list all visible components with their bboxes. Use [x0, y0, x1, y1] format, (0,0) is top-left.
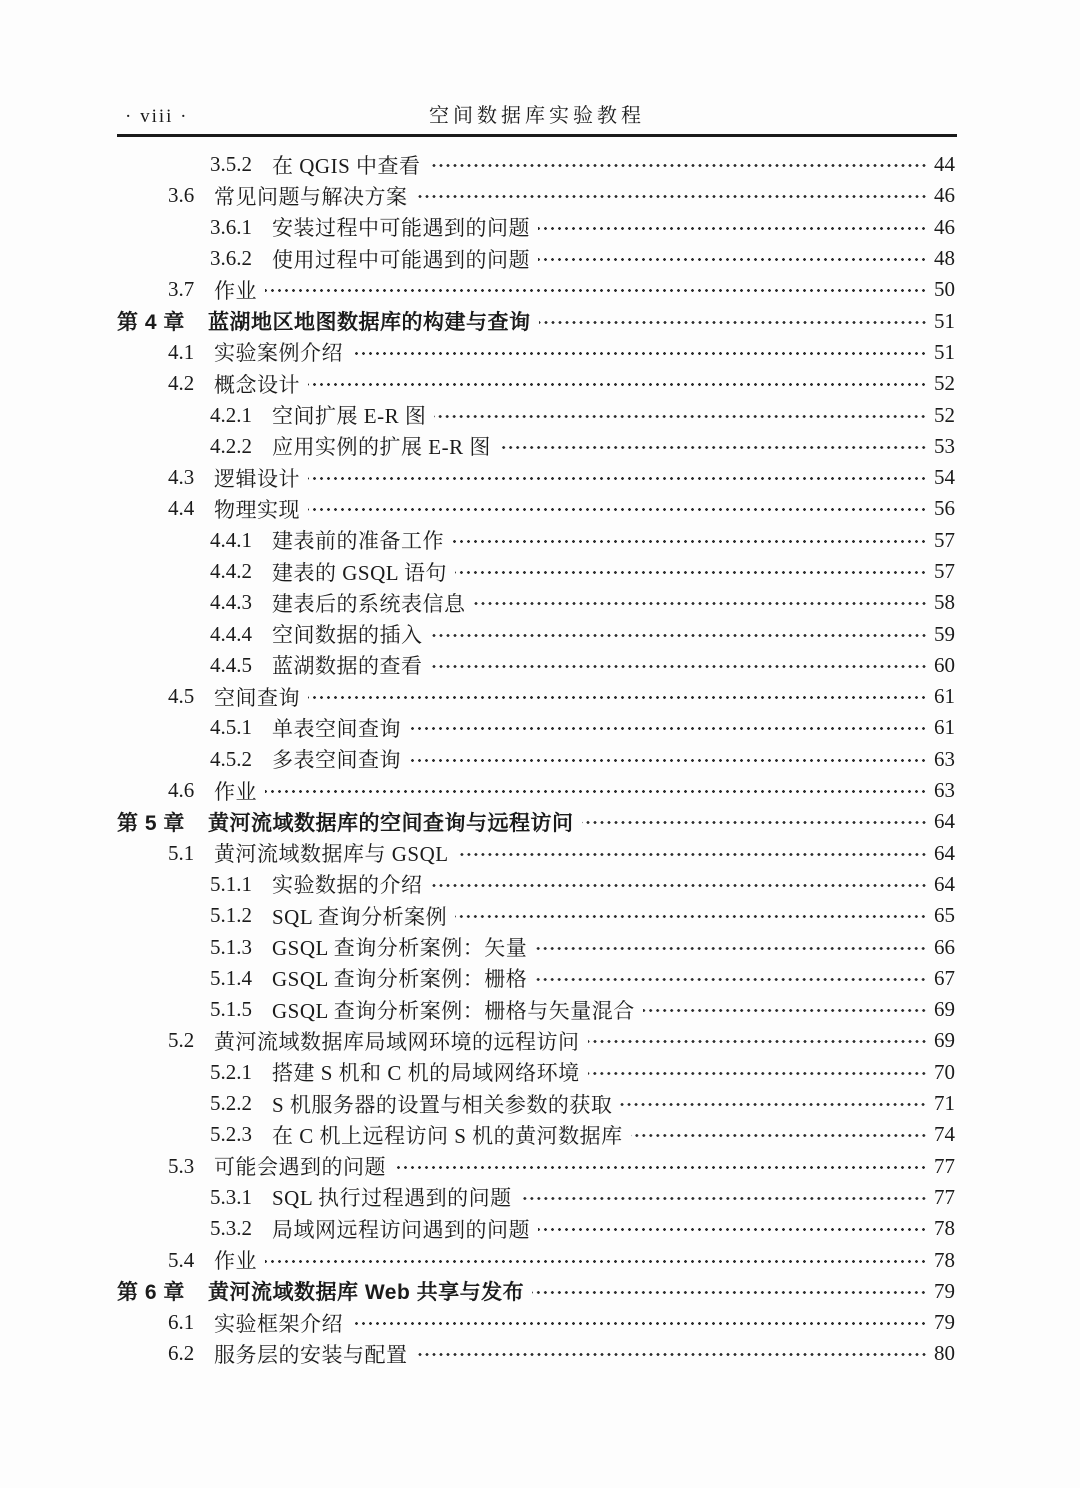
- dot-leader: [431, 656, 928, 677]
- toc-entry-subsection: [117, 744, 955, 775]
- toc-entry-section: [117, 1025, 955, 1056]
- toc-entry-title: 蓝湖地区地图数据库的构建与查询: [208, 311, 531, 335]
- toc-entry-page-number: 79: [934, 1310, 955, 1335]
- toc-entry-number: 3.6.2: [210, 246, 252, 271]
- toc-entry-number: 3.6.1: [210, 214, 252, 239]
- toc-entry-number: 4.2.1: [210, 402, 252, 427]
- toc-entry-page-number: 57: [934, 527, 955, 552]
- toc-entry-number: 第 5 章: [117, 811, 185, 835]
- toc-entry-section: [117, 775, 955, 806]
- toc-entry-page-number: 78: [934, 1216, 955, 1241]
- toc-entry-page-number: 69: [934, 997, 955, 1022]
- toc-entry-number: 5.3.2: [210, 1216, 252, 1241]
- toc-entry-title: 逻辑设计: [214, 466, 300, 491]
- toc-entry-title: 作业: [214, 278, 257, 303]
- toc-entry-page-number: 69: [934, 1028, 955, 1053]
- toc-entry-page-number: 52: [934, 402, 955, 427]
- toc-entry-page-number: 70: [934, 1059, 955, 1084]
- toc-entry-title: 搭建 S 机和 C 机的局域网络环境: [272, 1061, 580, 1086]
- toc-entry-title: 安装过程中可能遇到的问题: [272, 216, 530, 241]
- running-title: 空间数据库实验教程: [429, 105, 645, 127]
- toc-entry-title: 建表前的准备工作: [272, 529, 444, 554]
- dot-leader: [532, 1282, 927, 1303]
- dot-leader: [620, 1094, 927, 1115]
- toc-entry-title: 在 C 机上远程访问 S 机的黄河数据库: [272, 1123, 623, 1148]
- toc-entry-number: 第 6 章: [117, 1281, 185, 1305]
- toc-entry-chapter: [117, 305, 955, 336]
- toc-entry-subsection: [117, 963, 955, 994]
- toc-entry-section: [117, 274, 955, 305]
- dot-leader: [308, 374, 927, 395]
- toc-entry-page-number: 71: [934, 1091, 955, 1116]
- dot-leader: [416, 186, 928, 207]
- dot-leader: [409, 718, 927, 739]
- toc-entry-section: [117, 368, 955, 399]
- toc-entry-number: 4.2.2: [210, 433, 252, 458]
- toc-entry-number: 5.3: [168, 1153, 195, 1178]
- toc-entry-page-number: 61: [934, 684, 955, 709]
- toc-entry-page-number: 59: [934, 621, 955, 646]
- toc-entry-number: 5.2.1: [210, 1059, 252, 1084]
- toc-entry-section: [117, 337, 955, 368]
- dot-leader: [455, 562, 927, 583]
- dot-leader: [429, 155, 927, 176]
- toc-entry-title: 黄河流域数据库 Web 共享与发布: [208, 1281, 525, 1305]
- dot-leader: [535, 938, 927, 959]
- dot-leader: [582, 812, 928, 833]
- toc-entry-number: 4.5: [168, 684, 195, 709]
- toc-list: [117, 149, 955, 1370]
- toc-entry-number: 5.1: [168, 840, 195, 865]
- toc-entry-subsection: [117, 1057, 955, 1088]
- dot-leader: [351, 343, 927, 364]
- toc-entry-number: 5.1.3: [210, 934, 252, 959]
- toc-entry-title: 局域网远程访问遇到的问题: [272, 1217, 530, 1242]
- toc-entry-title: 空间数据的插入: [272, 623, 423, 648]
- dot-leader: [431, 875, 928, 896]
- toc-entry-subsection: [117, 869, 955, 900]
- toc-entry-number: 4.4.5: [210, 652, 252, 677]
- toc-entry-subsection: [117, 618, 955, 649]
- toc-entry-page-number: 51: [934, 308, 955, 333]
- toc-entry-page-number: 80: [934, 1341, 955, 1366]
- toc-entry-subsection: [117, 149, 955, 180]
- toc-entry-page-number: 46: [934, 214, 955, 239]
- toc-entry-section: [117, 838, 955, 869]
- toc-entry-subsection: [117, 1119, 955, 1150]
- toc-entry-page-number: 66: [934, 934, 955, 959]
- toc-entry-page-number: 63: [934, 746, 955, 771]
- toc-entry-number: 6.1: [168, 1310, 195, 1335]
- dot-leader: [434, 406, 927, 427]
- toc-entry-number: 5.1.1: [210, 871, 252, 896]
- dot-leader: [520, 1188, 927, 1209]
- toc-entry-page-number: 60: [934, 652, 955, 677]
- toc-entry-title: 建表的 GSQL 语句: [272, 560, 448, 585]
- toc-entry-page-number: 56: [934, 496, 955, 521]
- toc-entry-number: 5.1.5: [210, 997, 252, 1022]
- toc-entry-subsection: [117, 587, 955, 618]
- toc-entry-page-number: 53: [934, 433, 955, 458]
- toc-entry-page-number: 63: [934, 778, 955, 803]
- toc-entry-title: 作业: [214, 779, 257, 804]
- toc-entry-number: 4.1: [168, 339, 195, 364]
- toc-entry-title: 蓝湖数据的查看: [272, 654, 423, 679]
- dot-leader: [474, 593, 928, 614]
- page-folio: · viii ·: [125, 106, 189, 127]
- toc-entry-subsection: [117, 212, 955, 243]
- toc-entry-number: 3.7: [168, 277, 195, 302]
- toc-entry-page-number: 77: [934, 1153, 955, 1178]
- toc-entry-title: 可能会遇到的问题: [214, 1155, 386, 1180]
- toc-entry-page-number: 54: [934, 465, 955, 490]
- toc-entry-subsection: [117, 243, 955, 274]
- toc-entry-number: 5.4: [168, 1247, 195, 1272]
- dot-leader: [588, 1063, 927, 1084]
- toc-entry-title: 服务层的安装与配置: [214, 1342, 408, 1367]
- toc-entry-number: 5.3.1: [210, 1184, 252, 1209]
- toc-entry-title: GSQL 查询分析案例：矢量: [272, 936, 528, 961]
- toc-entry-chapter: [117, 1276, 955, 1307]
- toc-entry-title: 黄河流域数据库与 GSQL: [214, 842, 449, 867]
- toc-entry-section: [117, 1338, 955, 1369]
- toc-entry-title: 应用实例的扩展 E-R 图: [272, 435, 491, 460]
- toc-entry-page-number: 64: [934, 809, 955, 834]
- toc-entry-subsection: [117, 900, 955, 931]
- toc-entry-page-number: 51: [934, 339, 955, 364]
- toc-entry-title: 单表空间查询: [272, 716, 401, 741]
- dot-leader: [308, 499, 927, 520]
- toc-entry-page-number: 64: [934, 840, 955, 865]
- toc-entry-title: 在 QGIS 中查看: [272, 153, 421, 178]
- toc-entry-title: GSQL 查询分析案例：栅格: [272, 967, 528, 992]
- toc-entry-section: [117, 462, 955, 493]
- dot-leader: [308, 468, 927, 489]
- toc-entry-page-number: 64: [934, 871, 955, 896]
- toc-entry-section: [117, 1307, 955, 1338]
- toc-entry-page-number: 74: [934, 1122, 955, 1147]
- toc-entry-number: 4.4: [168, 496, 195, 521]
- toc-entry-section: [117, 1151, 955, 1182]
- toc-entry-title: 黄河流域数据库局域网环境的远程访问: [214, 1029, 580, 1054]
- toc-entry-title: 概念设计: [214, 372, 300, 397]
- toc-entry-subsection: [117, 1088, 955, 1119]
- toc-entry-page-number: 58: [934, 590, 955, 615]
- toc-entry-title: 常见问题与解决方案: [214, 184, 408, 209]
- dot-leader: [539, 312, 928, 333]
- dot-leader: [265, 781, 927, 802]
- toc-entry-number: 4.5.2: [210, 746, 252, 771]
- dot-leader: [394, 1157, 927, 1178]
- dot-leader: [351, 1313, 927, 1334]
- toc-entry-number: 4.6: [168, 778, 195, 803]
- toc-entry-subsection: [117, 399, 955, 430]
- toc-entry-title: S 机服务器的设置与相关参数的获取: [272, 1092, 613, 1117]
- toc-entry-page-number: 65: [934, 903, 955, 928]
- toc-entry-title: 建表后的系统表信息: [272, 591, 466, 616]
- toc-entry-subsection: [117, 712, 955, 743]
- toc-entry-number: 5.1.2: [210, 903, 252, 928]
- dot-leader: [643, 1000, 927, 1021]
- toc-entry-number: 3.5.2: [210, 152, 252, 177]
- toc-entry-number: 6.2: [168, 1341, 195, 1366]
- toc-entry-number: 3.6: [168, 183, 195, 208]
- toc-entry-title: 黄河流域数据库的空间查询与远程访问: [208, 811, 574, 835]
- toc-entry-number: 5.2.2: [210, 1091, 252, 1116]
- toc-entry-number: 4.4.2: [210, 559, 252, 583]
- dot-leader: [452, 531, 927, 552]
- dot-leader: [308, 687, 927, 708]
- toc-entry-page-number: 46: [934, 183, 955, 208]
- dot-leader: [535, 969, 927, 990]
- toc-entry-number: 4.4.4: [210, 621, 252, 646]
- toc-entry-subsection: [117, 1182, 955, 1213]
- dot-leader: [538, 249, 927, 270]
- toc-entry-page-number: 61: [934, 715, 955, 740]
- toc-entry-subsection: [117, 650, 955, 681]
- toc-entry-number: 5.2.3: [210, 1122, 252, 1147]
- toc-entry-subsection: [117, 1213, 955, 1244]
- toc-entry-page-number: 52: [934, 371, 955, 396]
- toc-entry-subsection: [117, 994, 955, 1025]
- toc-entry-title: 实验数据的介绍: [272, 873, 423, 898]
- dot-leader: [631, 1125, 927, 1146]
- toc-entry-title: 使用过程中可能遇到的问题: [272, 247, 530, 272]
- toc-entry-number: 4.3: [168, 465, 195, 490]
- toc-entry-chapter: [117, 806, 955, 837]
- toc-entry-title: 实验案例介绍: [214, 341, 343, 366]
- dot-leader: [538, 218, 927, 239]
- toc-entry-title: SQL 查询分析案例: [272, 904, 448, 929]
- toc-entry-page-number: 44: [934, 152, 955, 177]
- dot-leader: [409, 750, 927, 771]
- toc-entry-title: 空间扩展 E-R 图: [272, 404, 427, 429]
- toc-entry-section: [117, 681, 955, 712]
- toc-entry-number: 第 4 章: [117, 311, 185, 335]
- toc-entry-number: 5.2: [168, 1028, 195, 1053]
- toc-entry-subsection: [117, 931, 955, 962]
- toc-entry-title: SQL 执行过程遇到的问题: [272, 1186, 512, 1211]
- toc-entry-page-number: 67: [934, 965, 955, 990]
- toc-entry-subsection: [117, 525, 955, 556]
- dot-leader: [588, 1031, 928, 1052]
- dot-leader: [499, 437, 927, 458]
- toc-entry-title: 实验框架介绍: [214, 1311, 343, 1336]
- toc-entry-page-number: 79: [934, 1278, 955, 1303]
- toc-entry-page-number: 57: [934, 559, 955, 583]
- toc-entry-title: 空间查询: [214, 685, 300, 710]
- toc-entry-number: 4.4.1: [210, 527, 252, 552]
- dot-leader: [455, 906, 927, 927]
- toc-entry-section: [117, 493, 955, 524]
- dot-leader: [431, 625, 928, 646]
- dot-leader: [538, 1219, 927, 1240]
- dot-leader: [265, 280, 927, 301]
- toc-entry-page-number: 77: [934, 1184, 955, 1209]
- toc-entry-page-number: 48: [934, 246, 955, 271]
- toc-entry-subsection: [117, 556, 955, 587]
- toc-entry-number: 5.1.4: [210, 965, 252, 990]
- dot-leader: [457, 844, 927, 865]
- toc-entry-page-number: 50: [934, 277, 955, 302]
- toc-entry-section: [117, 1244, 955, 1275]
- page-header: [117, 100, 957, 137]
- toc-entry-number: 4.5.1: [210, 715, 252, 740]
- toc-entry-subsection: [117, 431, 955, 462]
- toc-entry-title: 多表空间查询: [272, 748, 401, 773]
- dot-leader: [416, 1344, 928, 1365]
- toc-entry-number: 4.2: [168, 371, 195, 396]
- toc-entry-page-number: 78: [934, 1247, 955, 1272]
- toc-entry-number: 4.4.3: [210, 590, 252, 615]
- dot-leader: [265, 1251, 927, 1272]
- toc-entry-title: GSQL 查询分析案例：栅格与矢量混合: [272, 998, 635, 1023]
- toc-entry-section: [117, 180, 955, 211]
- toc-entry-title: 物理实现: [214, 497, 300, 522]
- toc-entry-title: 作业: [214, 1249, 257, 1274]
